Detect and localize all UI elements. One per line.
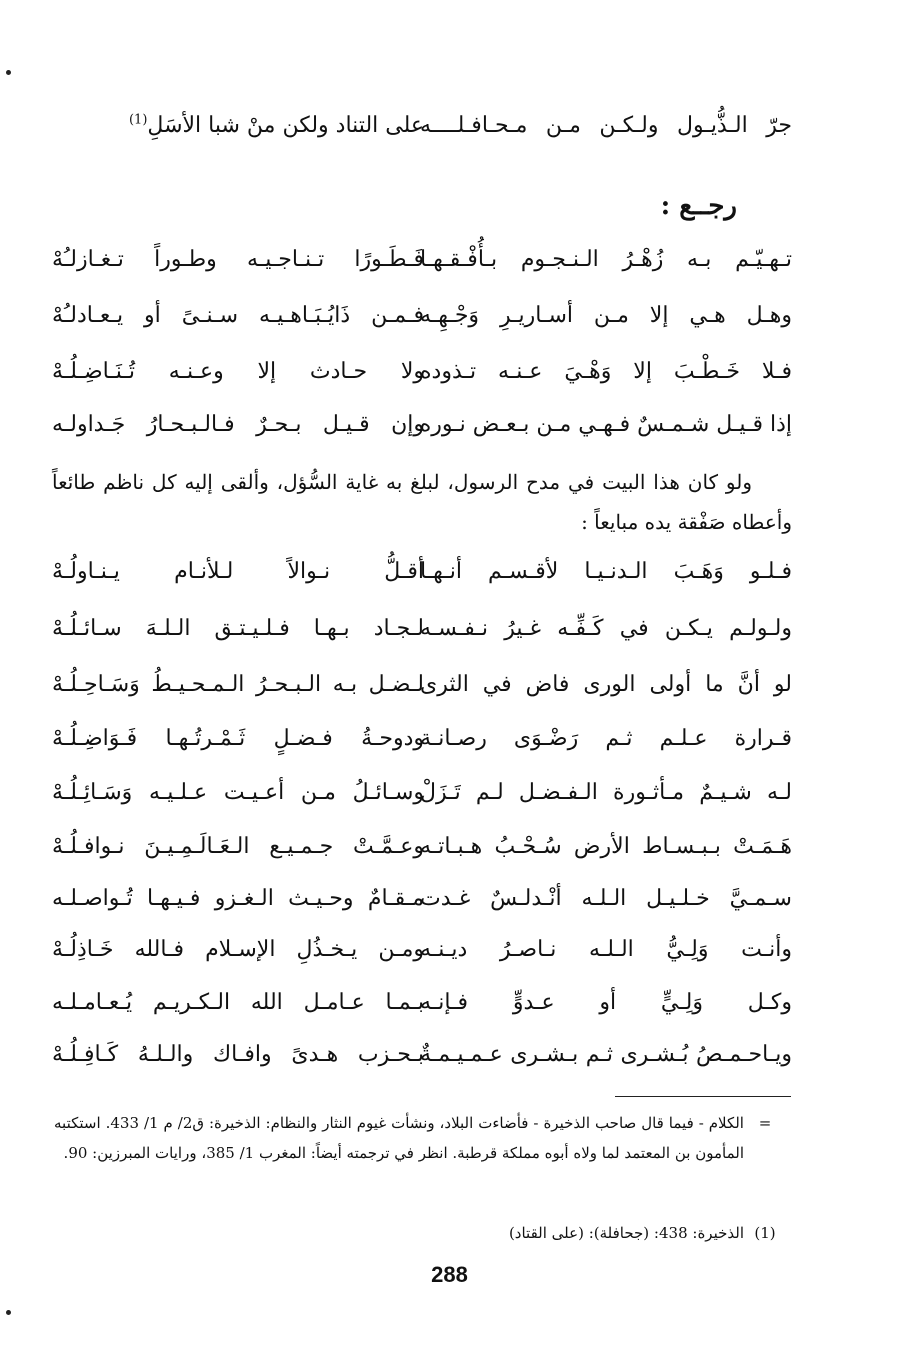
verse-line [52, 879, 792, 919]
footnote-1-text: الذخيرة: 438: (جحافلة): (على القتاد) [508, 1224, 744, 1242]
verse-second-hemistich: وسـائـلُ مـن أعـيـت عـلـيـه وَسَـائِـلُـهْ [52, 780, 424, 805]
verse-second-hemistich: وإن قـيـل بـحـرٌ فـالـبـحـارُ جَـداولـه [52, 412, 424, 437]
verse-line [52, 1035, 792, 1075]
verse-line [52, 352, 792, 392]
verse-line [52, 240, 792, 280]
verse-first-hemistich: وأنـت وَلِـيُّ الـلـه نـاصـرُ ديـنـه [420, 937, 792, 962]
verse-first-hemistich: وكـل وَلِـيٍّ أو عـدوٍّ فـإنـه [420, 990, 792, 1015]
verse-second-hemistich [52, 106, 424, 146]
footnote-separator [615, 1096, 791, 1097]
scan-mark-bottom [6, 1310, 11, 1315]
verse-first-hemistich: إذا قـيـل شـمـسٌ فـهـي مـن بـعـض نـوره [419, 412, 792, 437]
verse-second-hemistich: فَـطَـورًا تـنـاجـيـه وطـوراً تـغـازلـُهْ [52, 247, 424, 272]
verse-second-hemistich: بـمـا عـامـل الله الـكـريـم يُـعـامـلـه [52, 990, 424, 1015]
verse-first-hemistich: هَـمَـتْ بـبـسـاط الأرض سُـحْـبُ هـبـاتـه [420, 834, 792, 859]
verse-first-hemistich: فـلا خَـطْـبَ إلا وَهْـيَ عـنـه تـذوده [420, 359, 792, 384]
footnote-1-marker: (1) [754, 1224, 776, 1242]
footnote-continuation-marker: = [758, 1114, 772, 1132]
verse-second-hemistich: وعـمَّـتْ جـمـيـع الـعَـالَـمِـيـنَ نـوافـلُـهْ [52, 834, 424, 859]
footnote-continuation-text: الكلام - فيما قال صاحب الذخيرة - فأضاءت البلاد، ونشأت غيوم النثار والنظام: الذخيرة: ق2/ م 1/ 433. استكتبه المأمون بن المعتمد لما ولاه أبوه مملكة قرطبة. انظر في ترجمته أيضاً: المغرب 1/ 385، ورايات المبرزين: 90. [54, 1114, 744, 1162]
verse-first-hemistich: فـلـو وَهَـبَ الـدنـيـا لأقـسـم أنـهـا [420, 559, 792, 584]
verse-second-hemistich: فـمـن ذَايُـبَـاهـيـه سـنـىً أو يـعـادلـُهْ [52, 303, 424, 328]
verse-first-hemistich: ويـاحـمـصُ بُـشـرى ثـم بـشـرى عـمـيـمـةٌ [420, 1042, 792, 1067]
verse-line [52, 773, 792, 813]
verse-first-hemistich: تـهـيّـم بـه زُهْـرُ الـنـجـوم بـأُفْـقـهـا [420, 247, 792, 272]
verse-second-hemistich: مـقـامٌ وحـيـث الـغـزو فـيـهـا تُـواصـلـه [52, 886, 424, 911]
verse-line [52, 719, 792, 759]
section-heading: رجــع : [660, 191, 737, 221]
verse-second-hemistich: أقـلُّ نـوالاً لـلأنـام يـنـاولُـهْ [52, 559, 424, 584]
verse-first-hemistich: ولـولـم يـكـن في كَـفِّـه غـيرُ نـفـسـه [420, 616, 792, 641]
page-number: 288 [431, 1262, 468, 1287]
footnote-reference: (1) [128, 112, 148, 128]
verse-second-hemistich: لـضـل بـه الـبـحـرُ الـمـحـيـطُ وَسَـاحِـلُـهْ [52, 672, 424, 697]
verse-second-hemistich: ودوحـةُ فـضـلٍ ثَـمْـرتُـهـا فَـوَاضِـلُـهْ [52, 726, 424, 751]
verse-line [52, 106, 792, 146]
verse-first-hemistich: قـرارة عـلـم ثـم رَضْـوَى رصـانـة [420, 726, 792, 751]
verse-line [52, 552, 792, 592]
scan-mark-top [6, 70, 11, 75]
footnote-1 [54, 1218, 776, 1248]
prose-paragraph: ولو كان هذا البيت في مدح الرسول، لبلغ به غاية السُّؤل، وألقى إليه كل ناظم طائعاً وأعطاه صَفْقة يده مبايعاً : [52, 470, 792, 534]
verse-second-hemistich-text: على التناد ولكن منْ شبا الأسَلِ [147, 113, 424, 138]
verse-first-hemistich: لو أنَّ ما أولى الورى فاض في الثرى [420, 672, 792, 697]
verse-second-hemistich: لـجـاد بـهـا فـلـيـتـق الـلـهَ سـائـلُـهْ [52, 616, 424, 641]
verse-line [52, 983, 792, 1023]
verse-line [52, 296, 792, 336]
verse-line [52, 665, 792, 705]
verse-line [52, 827, 792, 867]
verse-first-hemistich: لـه شـيـمٌ مـأثـورة الـفـضـل لـم تَـزَلْ [420, 780, 792, 805]
verse-line [52, 405, 792, 445]
verse-line [52, 930, 792, 970]
verse-second-hemistich: ولا حـادث إلا وعـنـه تُـنَـاضِـلُـهْ [52, 359, 424, 384]
verse-line [52, 609, 792, 649]
verse-first-hemistich: جرّ الـذُّيـول ولـكـن مـن مـحـافـلــــه [420, 113, 792, 138]
footnote-continuation [54, 1108, 772, 1168]
verse-second-hemistich: بـحـزب هـدىً وافـاك والـلـهُ كَـافِـلُـهْ [52, 1042, 424, 1067]
verse-first-hemistich: وهـل هـي إلا مـن أسـاريـرِ وَجْـهِـه [420, 303, 792, 328]
verse-second-hemistich: ومـن يـخـذُلِ الإسـلام فـالله خَـاذِلُـهْ [52, 937, 424, 962]
verse-first-hemistich: سـمـيَّ خـلـيـل الـلـه أنْـدلـسٌ غـدت [420, 886, 792, 911]
